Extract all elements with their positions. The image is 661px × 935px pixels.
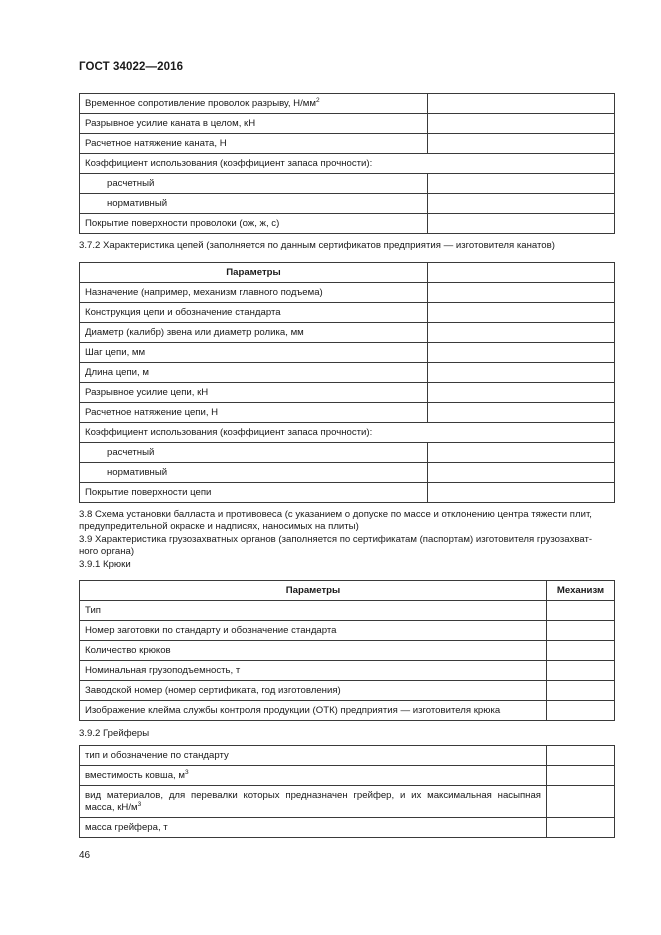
value-cell[interactable]: [547, 601, 615, 621]
table-row: [80, 303, 615, 323]
mechanism-column-header: Механизм: [547, 581, 615, 601]
row-label-text: нормативный: [107, 467, 168, 478]
row-label-text: Количество крюков: [85, 645, 171, 656]
row-label-text: нормативный: [107, 198, 168, 209]
table-row: [80, 621, 615, 641]
row-label-text: расчетный: [107, 447, 155, 458]
page-number: 46: [79, 850, 91, 861]
value-cell[interactable]: [547, 766, 615, 786]
value-cell[interactable]: [428, 463, 615, 483]
page-header: ГОСТ 34022—2016: [79, 61, 184, 73]
table-row: [80, 818, 615, 838]
row-label: [80, 214, 428, 234]
table-row: [80, 681, 615, 701]
row-label-text: Коэффициент использования (коэффициент запаса прочности):: [85, 158, 373, 169]
value-cell[interactable]: [547, 786, 615, 818]
row-label: [80, 383, 428, 403]
table-row: [80, 403, 615, 423]
row-label: [80, 661, 547, 681]
section-3-9-line2: ного органа): [79, 546, 135, 558]
table-row: [80, 483, 615, 503]
value-cell[interactable]: [428, 114, 615, 134]
section-3-8-text: [79, 509, 592, 571]
value-cell[interactable]: [428, 134, 615, 154]
row-label-text: масса грейфера, т: [85, 822, 168, 833]
value-cell[interactable]: [547, 701, 615, 721]
value-cell[interactable]: [428, 403, 615, 423]
section-3-8-line2: предупредительной окраске и надписях, наносимых на плиты): [79, 521, 359, 533]
row-label: [80, 443, 428, 463]
value-cell[interactable]: [428, 94, 615, 114]
section-3-8-line1: 3.8 Схема установки балласта и противовеса (с указанием о допуске по массе и отклонению центра тяжести плит,: [79, 509, 592, 520]
row-label-text: Изображение клейма службы контроля продукции (ОТК) предприятия — изготовителя крюка: [85, 705, 501, 716]
section-3-9-line1: 3.9 Характеристика грузозахватных органов (заполняется по сертификатам (паспортам) изготовителя грузозахват-: [79, 533, 593, 545]
value-cell[interactable]: [428, 483, 615, 503]
unit-superscript: 3: [184, 769, 189, 776]
table-row: [80, 114, 615, 134]
row-label: [80, 463, 428, 483]
row-label: [80, 94, 428, 114]
table-row: [80, 283, 615, 303]
value-cell[interactable]: [428, 194, 615, 214]
row-label: [80, 303, 428, 323]
table-row: [80, 746, 615, 766]
row-label: [80, 601, 547, 621]
value-cell[interactable]: [547, 681, 615, 701]
params-column-header: Параметры: [80, 263, 428, 283]
row-label-text: Покрытие поверхности проволоки (ож, ж, с): [85, 218, 280, 229]
value-column-header: [428, 263, 615, 283]
row-label: [80, 423, 615, 443]
table-row: [80, 154, 615, 174]
row-label: [80, 114, 428, 134]
value-cell[interactable]: [428, 283, 615, 303]
table-row: [80, 443, 615, 463]
row-label-text: Временное сопротивление проволок разрыву, Н/мм: [85, 98, 316, 109]
table-row: [80, 463, 615, 483]
value-cell[interactable]: [428, 174, 615, 194]
table-row: [80, 383, 615, 403]
chain-characteristics-table: [79, 262, 615, 503]
section-3-7-2-heading: 3.7.2 Характеристика цепей (заполняется по данным сертификатов предприятия — изготовителя канатов): [79, 240, 555, 251]
table-row: [80, 214, 615, 234]
table-row: [80, 174, 615, 194]
table-header-row: [80, 263, 615, 283]
section-3-9-1-heading: 3.9.1 Крюки: [79, 558, 131, 570]
row-label: [80, 701, 547, 721]
row-label: [80, 283, 428, 303]
value-cell[interactable]: [428, 363, 615, 383]
row-label: [80, 363, 428, 383]
row-label: [80, 766, 547, 786]
row-label-text: Назначение (например, механизм главного подъема): [85, 287, 323, 298]
row-label: [80, 681, 547, 701]
rope-characteristics-table: [79, 93, 615, 234]
row-label-text: Шаг цепи, мм: [85, 347, 146, 358]
row-label: [80, 154, 615, 174]
table-row: [80, 363, 615, 383]
table-row: [80, 701, 615, 721]
value-cell[interactable]: [547, 661, 615, 681]
row-label-text: Конструкция цепи и обозначение стандарта: [85, 307, 281, 318]
row-label-text: Тип: [85, 605, 101, 616]
row-label: [80, 134, 428, 154]
table-row: [80, 766, 615, 786]
grabs-table: [79, 745, 615, 838]
params-column-header: Параметры: [80, 581, 547, 601]
row-label: [80, 323, 428, 343]
table-row: [80, 601, 615, 621]
row-label: [80, 818, 547, 838]
row-label: [80, 403, 428, 423]
row-label: [80, 194, 428, 214]
row-label-text: вид материалов, для перевалки которых предназначен грейфер, и их максимальная насыпная масса, кН/м: [85, 789, 541, 813]
table-row: [80, 323, 615, 343]
row-label: [80, 746, 547, 766]
section-3-9-2-heading: 3.9.2 Грейферы: [79, 728, 150, 739]
row-label: [80, 786, 547, 818]
row-label-text: Номинальная грузоподъемность, т: [85, 665, 241, 676]
row-label-text: Разрывное усилие цепи, кН: [85, 387, 209, 398]
table-row: [80, 641, 615, 661]
value-cell[interactable]: [428, 343, 615, 363]
row-label: [80, 483, 428, 503]
table-row: [80, 343, 615, 363]
value-cell[interactable]: [547, 746, 615, 766]
row-label-text: Расчетное натяжение цепи, Н: [85, 407, 219, 418]
value-cell[interactable]: [428, 214, 615, 234]
row-label-text: расчетный: [107, 178, 155, 189]
value-cell[interactable]: [428, 383, 615, 403]
row-label: [80, 343, 428, 363]
row-label-text: Коэффициент использования (коэффициент запаса прочности):: [85, 427, 373, 438]
row-label-text: тип и обозначение по стандарту: [85, 750, 229, 761]
table-row: [80, 661, 615, 681]
row-label-text: Длина цепи, м: [85, 367, 149, 378]
row-label: [80, 621, 547, 641]
table-row: [80, 423, 615, 443]
table-header-row: [80, 581, 615, 601]
row-label-text: Заводской номер (номер сертификата, год изготовления): [85, 685, 341, 696]
row-label-text: Номер заготовки по стандарту и обозначение стандарта: [85, 625, 337, 636]
table-row: [80, 786, 615, 818]
value-cell[interactable]: [428, 303, 615, 323]
value-cell[interactable]: [547, 621, 615, 641]
row-label-text: вместимость ковша, м: [85, 770, 185, 781]
row-label: [80, 174, 428, 194]
value-cell[interactable]: [428, 323, 615, 343]
row-label-text: Расчетное натяжение каната, Н: [85, 138, 227, 149]
row-label-text: Диаметр (калибр) звена или диаметр ролика, мм: [85, 327, 304, 338]
row-label-text: Разрывное усилие каната в целом, кН: [85, 118, 256, 129]
value-cell[interactable]: [428, 443, 615, 463]
table-row: [80, 94, 615, 114]
value-cell[interactable]: [547, 641, 615, 661]
unit-superscript: 3: [137, 800, 142, 808]
unit-superscript: 2: [315, 97, 320, 104]
table-row: [80, 194, 615, 214]
table-row: [80, 134, 615, 154]
row-label-text: Покрытие поверхности цепи: [85, 487, 212, 498]
row-label: [80, 641, 547, 661]
hooks-table: [79, 580, 615, 721]
value-cell[interactable]: [547, 818, 615, 838]
